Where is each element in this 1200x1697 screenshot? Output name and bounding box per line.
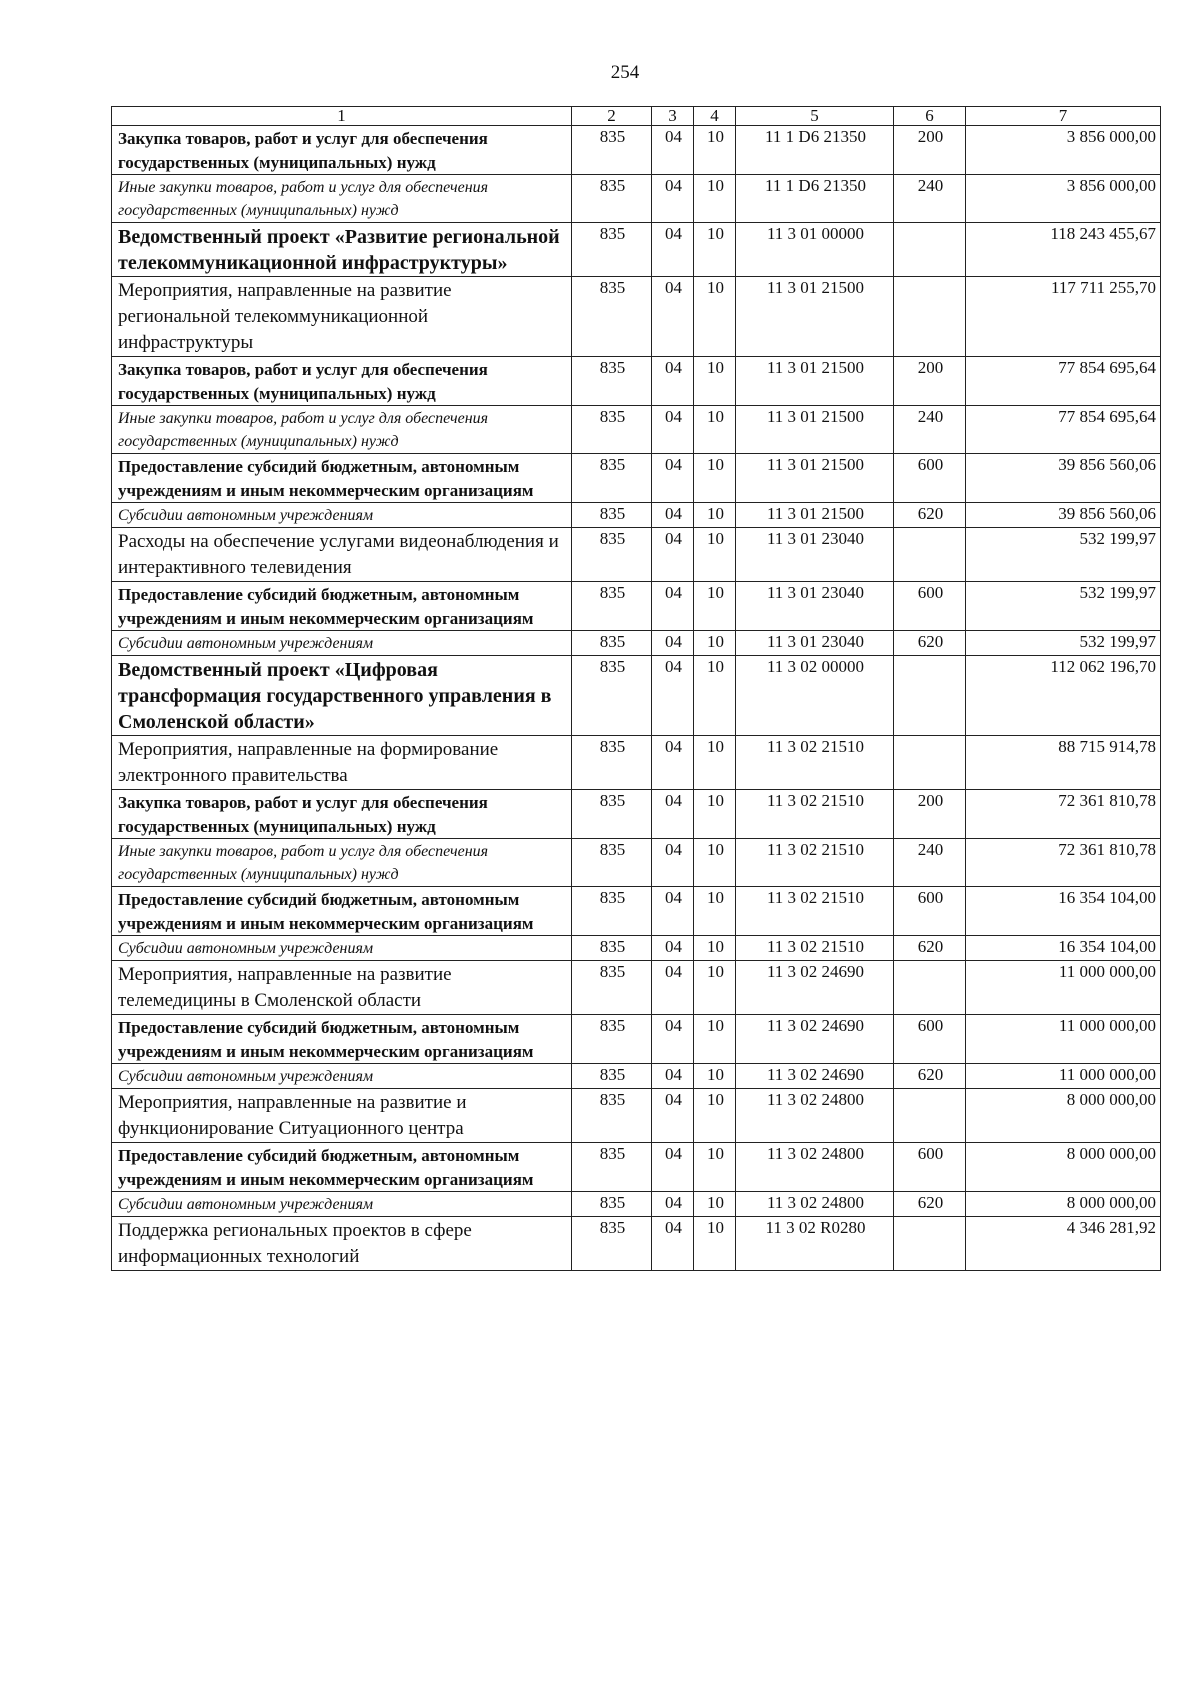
- amount-cell: 11 000 000,00: [966, 1015, 1161, 1064]
- ministry-code-cell: 835: [572, 277, 652, 357]
- expense-type-cell: [894, 961, 966, 1015]
- subsection-cell: 10: [694, 406, 736, 454]
- table-row: [112, 1217, 1161, 1271]
- target-item-cell: 11 3 02 24690: [736, 1015, 894, 1064]
- expense-type-cell: [894, 656, 966, 736]
- expense-type-cell: 620: [894, 503, 966, 528]
- amount-cell: 88 715 914,78: [966, 736, 1161, 790]
- section-cell: 04: [652, 582, 694, 631]
- row-name-cell: Субсидии автономным учреждениям: [112, 1064, 572, 1089]
- subsection-cell: 10: [694, 736, 736, 790]
- table-row: [112, 406, 1161, 454]
- ministry-code-cell: 835: [572, 790, 652, 839]
- ministry-code-cell: 835: [572, 1217, 652, 1271]
- table-row: [112, 961, 1161, 1015]
- section-cell: 04: [652, 357, 694, 406]
- subsection-cell: 10: [694, 1192, 736, 1217]
- table-row: [112, 175, 1161, 223]
- section-cell: 04: [652, 277, 694, 357]
- row-name-cell: Мероприятия, направленные на формирование электронного правительства: [112, 736, 572, 790]
- amount-cell: 8 000 000,00: [966, 1143, 1161, 1192]
- subsection-cell: 10: [694, 1089, 736, 1143]
- amount-cell: 39 856 560,06: [966, 454, 1161, 503]
- expense-type-cell: [894, 736, 966, 790]
- section-cell: 04: [652, 1192, 694, 1217]
- amount-cell: 72 361 810,78: [966, 839, 1161, 887]
- subsection-cell: 10: [694, 277, 736, 357]
- row-name-cell: Субсидии автономным учреждениям: [112, 936, 572, 961]
- subsection-cell: 10: [694, 839, 736, 887]
- row-name-cell: Предоставление субсидий бюджетным, автономным учреждениям и иным некоммерческим организациям: [112, 582, 572, 631]
- section-cell: 04: [652, 528, 694, 582]
- expense-type-cell: 600: [894, 1143, 966, 1192]
- section-cell: 04: [652, 1143, 694, 1192]
- section-cell: 04: [652, 126, 694, 175]
- expense-type-cell: 620: [894, 1064, 966, 1089]
- row-name-cell: Закупка товаров, работ и услуг для обеспечения государственных (муниципальных) нужд: [112, 126, 572, 175]
- target-item-cell: 11 3 02 24690: [736, 961, 894, 1015]
- target-item-cell: 11 3 01 23040: [736, 528, 894, 582]
- section-cell: 04: [652, 936, 694, 961]
- section-cell: 04: [652, 790, 694, 839]
- ministry-code-cell: 835: [572, 961, 652, 1015]
- expense-type-cell: 620: [894, 631, 966, 656]
- column-header-6: 6: [894, 107, 966, 126]
- expense-type-cell: 200: [894, 357, 966, 406]
- target-item-cell: 11 3 01 00000: [736, 223, 894, 277]
- ministry-code-cell: 835: [572, 582, 652, 631]
- table-row: [112, 357, 1161, 406]
- subsection-cell: 10: [694, 1143, 736, 1192]
- amount-cell: 4 346 281,92: [966, 1217, 1161, 1271]
- ministry-code-cell: 835: [572, 454, 652, 503]
- ministry-code-cell: 835: [572, 357, 652, 406]
- amount-cell: 532 199,97: [966, 582, 1161, 631]
- table-row: [112, 656, 1161, 736]
- target-item-cell: 11 3 01 21500: [736, 503, 894, 528]
- row-name-cell: Поддержка региональных проектов в сфере информационных технологий: [112, 1217, 572, 1271]
- amount-cell: 11 000 000,00: [966, 961, 1161, 1015]
- expense-type-cell: 620: [894, 936, 966, 961]
- ministry-code-cell: 835: [572, 1143, 652, 1192]
- expense-type-cell: 240: [894, 175, 966, 223]
- section-cell: 04: [652, 1064, 694, 1089]
- column-header-3: 3: [652, 107, 694, 126]
- row-name-cell: Иные закупки товаров, работ и услуг для обеспечения государственных (муниципальных) нужд: [112, 839, 572, 887]
- ministry-code-cell: 835: [572, 406, 652, 454]
- amount-cell: 3 856 000,00: [966, 126, 1161, 175]
- subsection-cell: 10: [694, 656, 736, 736]
- subsection-cell: 10: [694, 175, 736, 223]
- ministry-code-cell: 835: [572, 126, 652, 175]
- subsection-cell: 10: [694, 223, 736, 277]
- amount-cell: 532 199,97: [966, 631, 1161, 656]
- target-item-cell: 11 3 01 23040: [736, 631, 894, 656]
- table-row: [112, 1064, 1161, 1089]
- section-cell: 04: [652, 223, 694, 277]
- amount-cell: 16 354 104,00: [966, 936, 1161, 961]
- target-item-cell: 11 3 01 21500: [736, 357, 894, 406]
- target-item-cell: 11 3 01 23040: [736, 582, 894, 631]
- column-header-5: 5: [736, 107, 894, 126]
- section-cell: 04: [652, 454, 694, 503]
- row-name-cell: Предоставление субсидий бюджетным, автономным учреждениям и иным некоммерческим организациям: [112, 887, 572, 936]
- target-item-cell: 11 3 02 21510: [736, 887, 894, 936]
- ministry-code-cell: 835: [572, 631, 652, 656]
- expense-type-cell: 620: [894, 1192, 966, 1217]
- row-name-cell: Предоставление субсидий бюджетным, автономным учреждениям и иным некоммерческим организациям: [112, 1015, 572, 1064]
- table-row: [112, 790, 1161, 839]
- target-item-cell: 11 3 02 R0280: [736, 1217, 894, 1271]
- subsection-cell: 10: [694, 503, 736, 528]
- amount-cell: 8 000 000,00: [966, 1192, 1161, 1217]
- section-cell: 04: [652, 1089, 694, 1143]
- section-cell: 04: [652, 887, 694, 936]
- section-cell: 04: [652, 175, 694, 223]
- expense-type-cell: [894, 277, 966, 357]
- row-name-cell: Предоставление субсидий бюджетным, автономным учреждениям и иным некоммерческим организациям: [112, 1143, 572, 1192]
- ministry-code-cell: 835: [572, 736, 652, 790]
- ministry-code-cell: 835: [572, 656, 652, 736]
- subsection-cell: 10: [694, 961, 736, 1015]
- subsection-cell: 10: [694, 126, 736, 175]
- target-item-cell: 11 3 02 21510: [736, 936, 894, 961]
- expense-type-cell: 240: [894, 406, 966, 454]
- target-item-cell: 11 1 D6 21350: [736, 175, 894, 223]
- amount-cell: 3 856 000,00: [966, 175, 1161, 223]
- table-row: [112, 736, 1161, 790]
- section-cell: 04: [652, 736, 694, 790]
- row-name-cell: Иные закупки товаров, работ и услуг для обеспечения государственных (муниципальных) нужд: [112, 175, 572, 223]
- expense-type-cell: 200: [894, 790, 966, 839]
- row-name-cell: Мероприятия, направленные на развитие региональной телекоммуникационной инфраструктуры: [112, 277, 572, 357]
- subsection-cell: 10: [694, 790, 736, 839]
- row-name-cell: Мероприятия, направленные на развитие и функционирование Ситуационного центра: [112, 1089, 572, 1143]
- expense-type-cell: 600: [894, 454, 966, 503]
- row-name-cell: Расходы на обеспечение услугами видеонаблюдения и интерактивного телевидения: [112, 528, 572, 582]
- target-item-cell: 11 3 02 21510: [736, 736, 894, 790]
- ministry-code-cell: 835: [572, 936, 652, 961]
- section-cell: 04: [652, 1015, 694, 1064]
- target-item-cell: 11 3 01 21500: [736, 277, 894, 357]
- target-item-cell: 11 3 02 24800: [736, 1143, 894, 1192]
- section-cell: 04: [652, 656, 694, 736]
- row-name-cell: Субсидии автономным учреждениям: [112, 631, 572, 656]
- target-item-cell: 11 3 02 00000: [736, 656, 894, 736]
- row-name-cell: Ведомственный проект «Цифровая трансформация государственного управления в Смоленской области»: [112, 656, 572, 736]
- amount-cell: 532 199,97: [966, 528, 1161, 582]
- section-cell: 04: [652, 961, 694, 1015]
- table-row: [112, 126, 1161, 175]
- amount-cell: 39 856 560,06: [966, 503, 1161, 528]
- row-name-cell: Субсидии автономным учреждениям: [112, 503, 572, 528]
- row-name-cell: Субсидии автономным учреждениям: [112, 1192, 572, 1217]
- subsection-cell: 10: [694, 1217, 736, 1271]
- subsection-cell: 10: [694, 887, 736, 936]
- expense-type-cell: [894, 1217, 966, 1271]
- amount-cell: 77 854 695,64: [966, 406, 1161, 454]
- table-row: [112, 631, 1161, 656]
- table-row: [112, 277, 1161, 357]
- expense-type-cell: [894, 1089, 966, 1143]
- subsection-cell: 10: [694, 936, 736, 961]
- ministry-code-cell: 835: [572, 839, 652, 887]
- section-cell: 04: [652, 503, 694, 528]
- ministry-code-cell: 835: [572, 503, 652, 528]
- expense-type-cell: [894, 223, 966, 277]
- target-item-cell: 11 3 01 21500: [736, 454, 894, 503]
- ministry-code-cell: 835: [572, 887, 652, 936]
- target-item-cell: 11 3 01 21500: [736, 406, 894, 454]
- section-cell: 04: [652, 839, 694, 887]
- expense-type-cell: 240: [894, 839, 966, 887]
- target-item-cell: 11 3 02 24690: [736, 1064, 894, 1089]
- section-cell: 04: [652, 631, 694, 656]
- ministry-code-cell: 835: [572, 1192, 652, 1217]
- table-row: [112, 503, 1161, 528]
- page-number: 254: [610, 62, 640, 83]
- row-name-cell: Мероприятия, направленные на развитие телемедицины в Смоленской области: [112, 961, 572, 1015]
- expense-type-cell: 600: [894, 1015, 966, 1064]
- amount-cell: 112 062 196,70: [966, 656, 1161, 736]
- table-row: [112, 839, 1161, 887]
- column-header-4: 4: [694, 107, 736, 126]
- table-row: [112, 582, 1161, 631]
- ministry-code-cell: 835: [572, 528, 652, 582]
- ministry-code-cell: 835: [572, 1064, 652, 1089]
- expense-type-cell: 600: [894, 582, 966, 631]
- budget-table: [111, 106, 1161, 1271]
- table-row: [112, 1192, 1161, 1217]
- row-name-cell: Ведомственный проект «Развитие региональной телекоммуникационной инфраструктуры»: [112, 223, 572, 277]
- subsection-cell: 10: [694, 454, 736, 503]
- ministry-code-cell: 835: [572, 223, 652, 277]
- row-name-cell: Закупка товаров, работ и услуг для обеспечения государственных (муниципальных) нужд: [112, 357, 572, 406]
- row-name-cell: Иные закупки товаров, работ и услуг для обеспечения государственных (муниципальных) нужд: [112, 406, 572, 454]
- table-row: [112, 528, 1161, 582]
- table-row: [112, 454, 1161, 503]
- ministry-code-cell: 835: [572, 175, 652, 223]
- table-row: [112, 936, 1161, 961]
- column-header-2: 2: [572, 107, 652, 126]
- table-row: [112, 1143, 1161, 1192]
- table-body: [112, 126, 1161, 1271]
- target-item-cell: 11 3 02 24800: [736, 1192, 894, 1217]
- table-row: [112, 1015, 1161, 1064]
- ministry-code-cell: 835: [572, 1089, 652, 1143]
- amount-cell: 8 000 000,00: [966, 1089, 1161, 1143]
- amount-cell: 118 243 455,67: [966, 223, 1161, 277]
- amount-cell: 16 354 104,00: [966, 887, 1161, 936]
- subsection-cell: 10: [694, 357, 736, 406]
- subsection-cell: 10: [694, 1015, 736, 1064]
- header-row: [112, 107, 1161, 126]
- subsection-cell: 10: [694, 1064, 736, 1089]
- expense-type-cell: [894, 528, 966, 582]
- section-cell: 04: [652, 1217, 694, 1271]
- table-row: [112, 1089, 1161, 1143]
- section-cell: 04: [652, 406, 694, 454]
- target-item-cell: 11 1 D6 21350: [736, 126, 894, 175]
- row-name-cell: Закупка товаров, работ и услуг для обеспечения государственных (муниципальных) нужд: [112, 790, 572, 839]
- column-header-7: 7: [966, 107, 1161, 126]
- subsection-cell: 10: [694, 528, 736, 582]
- amount-cell: 72 361 810,78: [966, 790, 1161, 839]
- amount-cell: 117 711 255,70: [966, 277, 1161, 357]
- subsection-cell: 10: [694, 631, 736, 656]
- target-item-cell: 11 3 02 21510: [736, 790, 894, 839]
- ministry-code-cell: 835: [572, 1015, 652, 1064]
- expense-type-cell: 200: [894, 126, 966, 175]
- amount-cell: 11 000 000,00: [966, 1064, 1161, 1089]
- target-item-cell: 11 3 02 21510: [736, 839, 894, 887]
- row-name-cell: Предоставление субсидий бюджетным, автономным учреждениям и иным некоммерческим организациям: [112, 454, 572, 503]
- expense-type-cell: 600: [894, 887, 966, 936]
- target-item-cell: 11 3 02 24800: [736, 1089, 894, 1143]
- amount-cell: 77 854 695,64: [966, 357, 1161, 406]
- subsection-cell: 10: [694, 582, 736, 631]
- table-row: [112, 887, 1161, 936]
- column-header-1: 1: [112, 107, 572, 126]
- table-row: [112, 223, 1161, 277]
